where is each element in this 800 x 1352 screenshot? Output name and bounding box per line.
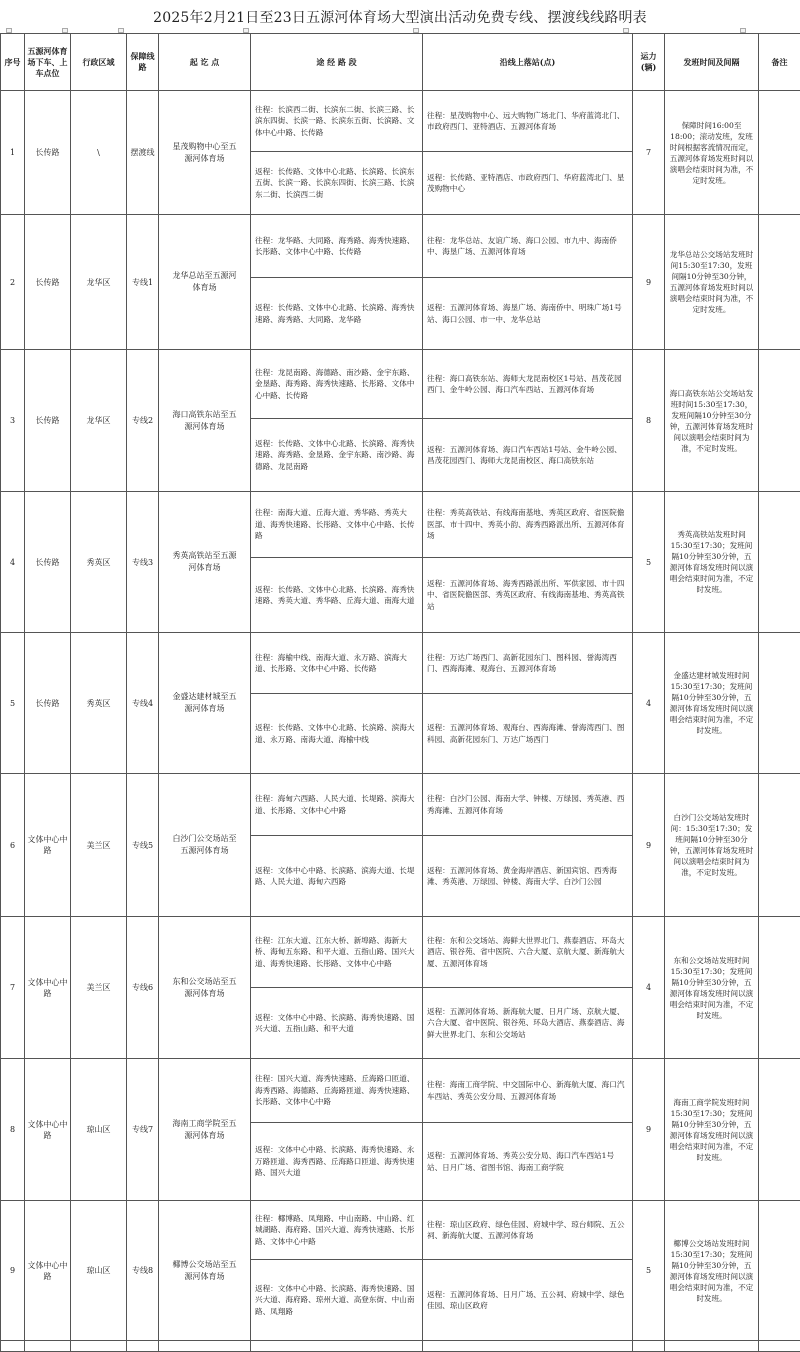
cell-remark — [759, 91, 800, 215]
cell-schedule: 海南工商学院发班时间15:30至17:30；发班间隔10分钟至30分钟，五源河体育场发班时间以演唱会结束时间为准，不定时发班。 — [665, 1059, 759, 1201]
cell-route-out: 往程：南海大道、丘海大道、秀华路、秀英大道、海秀快速路、长彤路、文体中心中路、长传路 — [251, 492, 423, 558]
cell-route-out: 往程：海甸六西路、人民大道、长堤路、滨海大道、长彤路、文体中心中路 — [251, 774, 423, 836]
table-row — [1, 1059, 800, 1123]
table-row — [1, 774, 800, 836]
page-title: 2025年2月21日至23日五源河体育场大型演出活动免费专线、摆渡线线路明表 — [0, 0, 800, 34]
cell-stations-out: 往程：龙华总站、友谊广场、海口公园、市九中、海南侨中、海垦广场、五源河体育场 — [423, 215, 633, 278]
cell-line: 专线2 — [127, 350, 159, 492]
cell-capacity: 7 — [633, 91, 665, 215]
cell-start-end: 东和公交场站至五源河体育场 — [159, 917, 251, 1059]
cell-stations-out: 往程：秀英高铁站、有线海南基地、秀英区政府、省医院儋医部、市十四中、秀英小韵、海秀西路派出所、五源河体育场 — [423, 492, 633, 558]
cell-stations-out: 往程：万达广场西门、高新花园东门、图科园、誉海湾西门、西海海滩、观海台、五源河体育场 — [423, 633, 633, 694]
cell-route-back: 返程：文体中心中路、长滨路、海秀快速路、永万路匝道、海秀西路、丘海路口匝道、海秀快速路、国兴大道 — [251, 1123, 423, 1201]
cell-district: 琼山区 — [71, 1059, 127, 1201]
cell-stop: 长传路 — [25, 91, 71, 215]
cell-district: \ — [71, 91, 127, 215]
header-stations: 沿线上落站(点) — [423, 34, 633, 91]
blank-row — [1, 1341, 800, 1352]
table-row — [1, 633, 800, 694]
cell-seq: 8 — [1, 1059, 25, 1201]
cell-remark — [759, 1059, 800, 1201]
cell-stations-out: 往程：白沙门公园、海南大学、钟楼、万绿园、秀英港、西秀海滩、五源河体育场 — [423, 774, 633, 836]
cell-capacity: 4 — [633, 917, 665, 1059]
header-route: 途 经 路 段 — [251, 34, 423, 91]
cell-district: 秀英区 — [71, 492, 127, 633]
cell-stations-back: 返程：五源河体育场、观海台、西海海滩、誉海湾西门、图科园、高新花园东门、万达广场西门 — [423, 694, 633, 774]
cell-capacity: 5 — [633, 1201, 665, 1341]
cell-seq: 1 — [1, 91, 25, 215]
cell-district: 琼山区 — [71, 1201, 127, 1341]
cell-remark — [759, 492, 800, 633]
cell-route-back: 返程：长传路、文体中心北路、长滨路、滨海大道、永万路、南海大道、海榆中线 — [251, 694, 423, 774]
cell-route-back: 返程：文体中心中路、长滨路、海秀快速路、国兴大道、海府路、琼州大道、高登东街、中山南路、凤翔路 — [251, 1260, 423, 1341]
cell-district: 美兰区 — [71, 774, 127, 917]
cell-stations-out: 往程：东和公交场站、海鲜大世界北门、燕泰酒店、环岛大酒店、银谷苑、省中医院、六合大厦、京航大厦、新海航大厦、五源河体育场 — [423, 917, 633, 988]
cell-seq: 2 — [1, 215, 25, 350]
cell-stations-back: 返程：五源河体育场、黄金海岸酒店、新国宾馆、西秀海滩、秀英港、万绿园、钟楼、海南大学、白沙门公园 — [423, 836, 633, 917]
cell-route-back: 返程：长传路、文体中心北路、长滨路、海秀快速路、海秀路、金垦路、金宇东路、南沙路、海德路、龙昆南路 — [251, 419, 423, 492]
cell-stop: 文体中心中路 — [25, 917, 71, 1059]
cell-route-out: 往程：国兴大道、海秀快速路、丘海路口匝道、海秀西路、海德路、丘海路匝道、海秀快速路、长彤路、文体中心中路 — [251, 1059, 423, 1123]
cell-schedule: 金盛达建材城发班时间15:30至17:30；发班间隔10分钟至30分钟，五源河体育场发班时间以演唱会结束时间为准，不定时发班。 — [665, 633, 759, 774]
cell-stations-back: 返程：五源河体育场、新海航大厦、日月广场、京航大厦、六合大厦、省中医院、银谷苑、环岛大酒店、燕泰酒店、海鲜大世界北门、东和公交场站 — [423, 988, 633, 1059]
cell-capacity: 9 — [633, 215, 665, 350]
cell-stop: 长传路 — [25, 215, 71, 350]
cell-schedule: 白沙门公交场站发班时间：15:30至17:30；发班间隔10分钟至30分钟，五源河体育场发班时间以演唱会结束时间为准，不定时发班。 — [665, 774, 759, 917]
table-row — [1, 1201, 800, 1260]
cell-stop: 长传路 — [25, 633, 71, 774]
cell-remark — [759, 1201, 800, 1341]
header-line: 保障线路 — [127, 34, 159, 91]
table-row — [1, 492, 800, 558]
cell-start-end: 白沙门公交场站至五源河体育场 — [159, 774, 251, 917]
cell-route-back: 返程：文体中心中路、长滨路、滨海大道、长堤路、人民大道、海甸六西路 — [251, 836, 423, 917]
cell-stations-back: 返程：五源河体育场、海秀西路派出所、军供家园、市十四中、省医院儋医部、秀英区政府、有线海南基地、秀英高铁站 — [423, 558, 633, 633]
cell-remark — [759, 633, 800, 774]
cell-line: 专线8 — [127, 1201, 159, 1341]
cell-schedule: 秀英高铁站发班时间15:30至17:30；发班间隔10分钟至30分钟，五源河体育场发班时间以演唱会结束时间为准，不定时发班。 — [665, 492, 759, 633]
cell-district: 美兰区 — [71, 917, 127, 1059]
cell-line: 专线4 — [127, 633, 159, 774]
cell-route-back: 返程：文体中心中路、长滨路、海秀快速路、国兴大道、五指山路、和平大道 — [251, 988, 423, 1059]
cell-seq: 6 — [1, 774, 25, 917]
cell-route-out: 往程：龙华路、大同路、海秀路、海秀快速路、长彤路、文体中心中路、长传路 — [251, 215, 423, 278]
cell-capacity: 8 — [633, 350, 665, 492]
cell-route-back: 返程：长传路、文体中心北路、长滨路、海秀快速路、秀英大道、秀华路、丘海大道、南海大道 — [251, 558, 423, 633]
cell-remark — [759, 215, 800, 350]
header-start-end: 起 讫 点 — [159, 34, 251, 91]
cell-stations-back: 返程：五源河体育场、日月广场、五公祠、府城中学、绿色佳园、琼山区政府 — [423, 1260, 633, 1341]
cell-district: 龙华区 — [71, 215, 127, 350]
cell-line: 专线7 — [127, 1059, 159, 1201]
cell-start-end: 秀英高铁站至五源河体育场 — [159, 492, 251, 633]
cell-seq: 7 — [1, 917, 25, 1059]
cell-capacity: 5 — [633, 492, 665, 633]
cell-stations-out: 往程：海南工商学院、中交国际中心、新海航大厦、海口汽车西站、秀英公安分局、五源河体育场 — [423, 1059, 633, 1123]
cell-seq: 3 — [1, 350, 25, 492]
cell-start-end: 金盛达建材城至五源河体育场 — [159, 633, 251, 774]
cell-stations-back: 返程：五源河体育场、海口汽车西站1号站、金牛岭公园、昌茂花园西门、海师大龙昆南校区、海口高铁东站 — [423, 419, 633, 492]
cell-stations-out: 往程：琼山区政府、绿色佳园、府城中学、琼台师院、五公祠、新海航大厦、五源河体育场 — [423, 1201, 633, 1260]
cell-stations-back: 返程：五源河体育场、秀英公安分局、海口汽车西站1号站、日月广场、省图书馆、海南工商学院 — [423, 1123, 633, 1201]
cell-line: 摆渡线 — [127, 91, 159, 215]
cell-start-end: 海口高铁东站至五源河体育场 — [159, 350, 251, 492]
cell-line: 专线3 — [127, 492, 159, 633]
cell-start-end: 龙华总站至五源河体育场 — [159, 215, 251, 350]
cell-line: 专线5 — [127, 774, 159, 917]
header-capacity: 运力(辆) — [633, 34, 665, 91]
cell-schedule: 保障时间16:00至18:00；滚动发班，发班时间根据客流情况而定，五源河体育场发班时间以演唱会结束时间为准，不定时发班。 — [665, 91, 759, 215]
cell-route-out: 往程：龙昆南路、海德路、南沙路、金宇东路、金垦路、海秀路、海秀快速路、长彤路、文体中心中路、长传路 — [251, 350, 423, 419]
cell-district: 秀英区 — [71, 633, 127, 774]
cell-stations-out: 往程：海口高铁东站、海师大龙昆南校区1号站、昌茂花园西门、金牛岭公园、海口汽车西站、五源河体育场 — [423, 350, 633, 419]
cell-line: 专线6 — [127, 917, 159, 1059]
cell-seq: 4 — [1, 492, 25, 633]
header-schedule: 发班时间及间隔 — [665, 34, 759, 91]
header-row — [1, 34, 800, 91]
header-seq: 序号 — [1, 34, 25, 91]
cell-stop: 文体中心中路 — [25, 1059, 71, 1201]
cell-route-out: 往程：长滨西二街、长滨东二街、长滨三路、长滨东四街、长滨一路、长滨东五街、长滨路、文体中心中路、长传路 — [251, 91, 423, 152]
cell-schedule: 龙华总站公交场站发班时间15:30至17:30，发班间隔10分钟至30分钟，五源河体育场发班时间以演唱会结束时间为准，不定时发班。 — [665, 215, 759, 350]
cell-capacity: 4 — [633, 633, 665, 774]
cell-route-out: 往程：椰博路、凤翔路、中山南路、中山路、红城湖路、海府路、国兴大道、海秀快速路、长彤路、文体中心中路 — [251, 1201, 423, 1260]
cell-line: 专线1 — [127, 215, 159, 350]
cell-stations-out: 往程：星茂购物中心、远大购物广场北门、华府蓝湾北门、市政府西门、亚特酒店、五源河体育场 — [423, 91, 633, 152]
cell-start-end: 海南工商学院至五源河体育场 — [159, 1059, 251, 1201]
cell-remark — [759, 350, 800, 492]
cell-route-out: 往程：海榆中线、南海大道、永万路、滨海大道、长彤路、文体中心中路、长传路 — [251, 633, 423, 694]
cell-stop: 文体中心中路 — [25, 774, 71, 917]
cell-stations-back: 返程：五源河体育场、海垦广场、海南侨中、明珠广场1号站、海口公园、市一中、龙华总站 — [423, 278, 633, 350]
cell-stop: 长传路 — [25, 492, 71, 633]
table-row — [1, 350, 800, 419]
cell-schedule: 东和公交场站发班时间15:30至17:30；发班间隔10分钟至30分钟，五源河体育场发班时间以演唱会结束时间为准，不定时发班。 — [665, 917, 759, 1059]
cell-remark — [759, 774, 800, 917]
cell-start-end: 星茂购物中心至五源河体育场 — [159, 91, 251, 215]
cell-remark — [759, 917, 800, 1059]
table-row — [1, 917, 800, 988]
cell-seq: 5 — [1, 633, 25, 774]
cell-capacity: 9 — [633, 1059, 665, 1201]
cell-seq: 9 — [1, 1201, 25, 1341]
cell-schedule: 椰博公交场站发班时间15:30至17:30；发班间隔10分钟至30分钟，五源河体育场发班时间以演唱会结束时间为准，不定时发班。 — [665, 1201, 759, 1341]
cell-capacity: 9 — [633, 774, 665, 917]
header-stop: 五源河体育场下车、上车点位 — [25, 34, 71, 91]
route-table — [0, 33, 800, 1352]
header-remark: 备注 — [759, 34, 800, 91]
cell-route-back: 返程：长传路、文体中心北路、长滨路、长滨东五街、长滨一路、长滨东四街、长滨三路、长滨东二街、长滨西二街 — [251, 152, 423, 215]
cell-schedule: 海口高铁东站公交场站发班时间15:30至17:30，发班间隔10分钟至30分钟，五源河体育场发班时间以演唱会结束时间为准，不定时发班。 — [665, 350, 759, 492]
cell-start-end: 椰博公交场站至五源河体育场 — [159, 1201, 251, 1341]
cell-route-out: 往程：江东大道、江东大桥、新埠路、海新大桥、海甸五东路、和平大道、五指山路、国兴大道、海秀快速路、长彤路、文体中心中路 — [251, 917, 423, 988]
header-district: 行政区域 — [71, 34, 127, 91]
cell-stop: 文体中心中路 — [25, 1201, 71, 1341]
cell-stop: 长传路 — [25, 350, 71, 492]
table-row — [1, 215, 800, 278]
table-row — [1, 91, 800, 152]
cell-stations-back: 返程：长传路、亚特酒店、市政府西门、华府蓝湾北门、星茂购物中心 — [423, 152, 633, 215]
cell-route-back: 返程：长传路、文体中心北路、长滨路、海秀快速路、海秀路、大同路、龙华路 — [251, 278, 423, 350]
cell-district: 龙华区 — [71, 350, 127, 492]
